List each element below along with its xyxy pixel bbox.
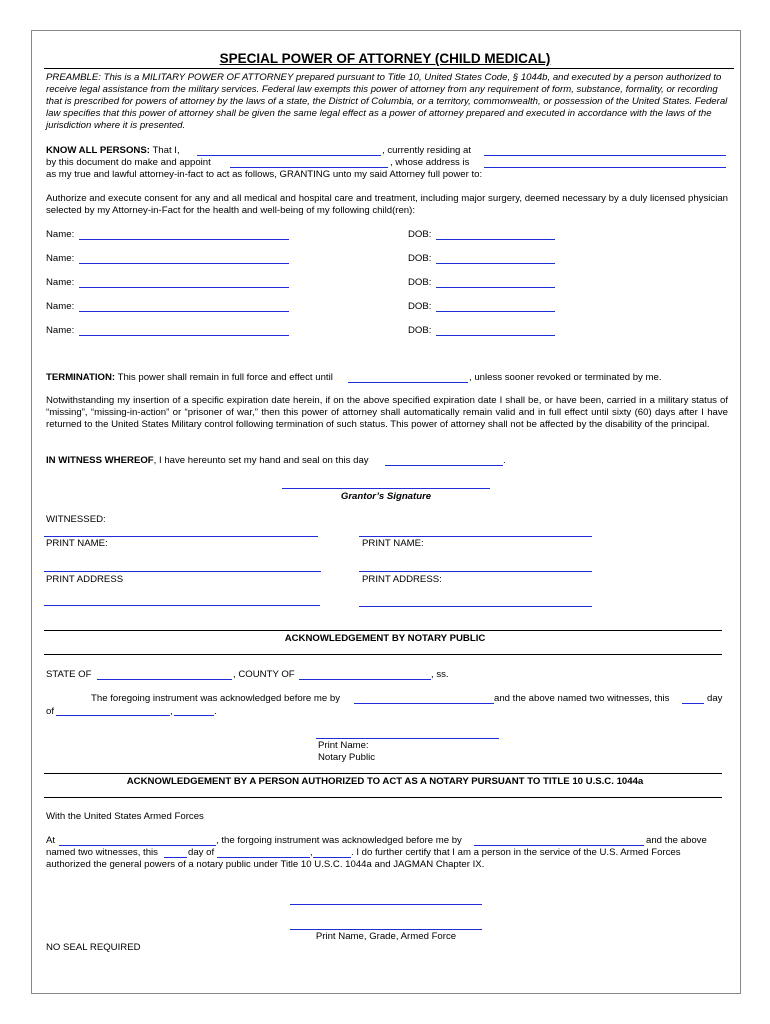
grantor-name-line[interactable] bbox=[197, 155, 381, 156]
witness-whereof bbox=[46, 455, 369, 466]
child-name-line[interactable] bbox=[79, 287, 289, 288]
witness-2-print-name: PRINT NAME: bbox=[362, 538, 424, 549]
witness-2-signature-line[interactable] bbox=[359, 536, 592, 537]
witness-1-print-address: PRINT ADDRESS bbox=[46, 574, 124, 585]
document-title: SPECIAL POWER OF ATTORNEY (CHILD MEDICAL) bbox=[219, 51, 551, 66]
termination-tail: , unless sooner revoked or terminated by me. bbox=[469, 372, 662, 383]
military-acknowledged-by-line[interactable] bbox=[474, 845, 644, 846]
military-heading: ACKNOWLEDGEMENT BY A PERSON AUTHORIZED TO ACT AS A NOTARY PURSUANT TO TITLE 10 U.S.C. 1044a bbox=[126, 776, 644, 787]
state-label: STATE OF bbox=[46, 669, 92, 680]
preamble: PREAMBLE: This is a MILITARY POWER OF ATTORNEY prepared pursuant to Title 10, United States Code, § 1044b, and executed by a person authorized to receive legal assistance from the military services. Federal law exempts this power of attorney from any requirement of form, substance, formality, or recording that is prescribed for powers of attorney by the laws of a state, the District of Columbia, or a territory, commonwealth, or possession of the United States. Federal law specifies that this power of attorney shall be given the same legal effect as a power of attorney prepared and executed in accordance with the laws of the jurisdiction where it is presented. bbox=[46, 72, 728, 131]
witness-2-name-line[interactable] bbox=[359, 571, 592, 572]
notary-heading: ACKNOWLEDGEMENT BY NOTARY PUBLIC bbox=[284, 633, 486, 644]
witness-1-signature-line[interactable] bbox=[44, 536, 318, 537]
termination-date-line[interactable] bbox=[348, 382, 468, 383]
child-name-line[interactable] bbox=[79, 335, 289, 336]
military-bottom-rule bbox=[44, 797, 722, 798]
notary-signature-line[interactable] bbox=[316, 738, 499, 739]
child-dob-label: DOB: bbox=[408, 301, 432, 312]
witness-1-name-line[interactable] bbox=[44, 571, 321, 572]
notary-day-label: day bbox=[707, 693, 723, 704]
grantor-address-line[interactable] bbox=[484, 155, 726, 156]
witness-body: , I have hereunto set my hand and seal on this day bbox=[153, 455, 369, 466]
child-name-label: Name: bbox=[46, 229, 75, 240]
that-i-label: That I, bbox=[152, 145, 180, 156]
county-label: , COUNTY OF bbox=[233, 669, 295, 680]
notary-month-line[interactable] bbox=[56, 715, 170, 716]
title-rule bbox=[44, 68, 734, 69]
child-dob-label: DOB: bbox=[408, 325, 432, 336]
military-comma: , bbox=[310, 847, 313, 858]
know-lead: KNOW ALL PERSONS: bbox=[46, 145, 150, 156]
notary-top-rule bbox=[44, 630, 722, 631]
military-name-line[interactable] bbox=[290, 929, 482, 930]
notary-year-line[interactable] bbox=[174, 715, 214, 716]
child-name-line[interactable] bbox=[79, 263, 289, 264]
military-day-line[interactable] bbox=[164, 857, 187, 858]
witness-lead: IN WITNESS WHEREOF bbox=[46, 455, 154, 466]
child-dob-line[interactable] bbox=[436, 335, 555, 336]
child-dob-line[interactable] bbox=[436, 311, 555, 312]
granting-text: as my true and lawful attorney-in-fact to act as follows, GRANTING unto my said Attorney full power to: bbox=[46, 169, 483, 180]
witness-2-print-address: PRINT ADDRESS: bbox=[362, 574, 442, 585]
military-signature-line[interactable] bbox=[290, 904, 482, 905]
authorize-text: Authorize and execute consent for any and all medical and hospital care and treatment, including major surgery, deemed necessary by a duly licensed physician selected by my Attorney-in-Fact for the health and well-being of my following child(ren): bbox=[46, 193, 728, 216]
notary-foregoing: The foregoing instrument was acknowledged before me by bbox=[91, 693, 341, 704]
child-name-label: Name: bbox=[46, 325, 75, 336]
child-name-label: Name: bbox=[46, 277, 75, 288]
child-dob-line[interactable] bbox=[436, 263, 555, 264]
child-dob-label: DOB: bbox=[408, 253, 432, 264]
witness-day-line[interactable] bbox=[385, 465, 503, 466]
termination-text bbox=[46, 372, 333, 383]
print-name-grade-label: Print Name, Grade, Armed Force bbox=[315, 931, 457, 942]
know-line-1 bbox=[46, 145, 180, 156]
military-day-of: day of bbox=[188, 847, 215, 858]
witness-1-address-line[interactable] bbox=[44, 605, 320, 606]
witness-2-address-line[interactable] bbox=[359, 606, 592, 607]
notary-of-label: of bbox=[46, 706, 55, 717]
military-location-line[interactable] bbox=[59, 845, 216, 846]
child-name-label: Name: bbox=[46, 253, 75, 264]
notwithstanding-text: Notwithstanding my insertion of a specific expiration date herein, if on the above specified expiration date I shall be, or have been, carried in a military status of “missing”, “missing-in-action” or “prisoner of war,” then this power of attorney shall automatically remain valid and in full effect until sixty (60) days after I have returned to the United States Military control following termination of such status. This power of attorney shall not be affected by the disability of the principal. bbox=[46, 395, 728, 430]
notary-witnesses: and the above named two witnesses, this bbox=[494, 693, 670, 704]
attorney-address-line[interactable] bbox=[484, 167, 726, 168]
notary-day-line[interactable] bbox=[682, 703, 704, 704]
child-dob-label: DOB: bbox=[408, 277, 432, 288]
armed-forces-label: With the United States Armed Forces bbox=[46, 811, 204, 822]
notary-comma: , bbox=[170, 706, 173, 717]
ss-label: , ss. bbox=[431, 669, 449, 680]
military-year-line[interactable] bbox=[313, 857, 351, 858]
witness-period: . bbox=[503, 455, 506, 466]
termination-lead: TERMINATION: bbox=[46, 372, 116, 383]
appoint-label: by this document do make and appoint bbox=[46, 157, 211, 168]
residing-label: , currently residing at bbox=[382, 145, 472, 156]
termination-body: This power shall remain in full force and effect until bbox=[115, 372, 333, 383]
military-top-rule bbox=[44, 773, 722, 774]
notary-acknowledged-by-line[interactable] bbox=[354, 703, 494, 704]
military-named: named two witnesses, this bbox=[46, 847, 158, 858]
child-dob-line[interactable] bbox=[436, 239, 555, 240]
notary-print-name: Print Name: bbox=[318, 740, 369, 751]
military-authorized: authorized the general powers of a notary public under Title 10 U.S.C. 1044a and JAGMAN Chapter IX. bbox=[46, 859, 485, 870]
address-is-label: , whose address is bbox=[390, 157, 470, 168]
child-dob-line[interactable] bbox=[436, 287, 555, 288]
no-seal-label: NO SEAL REQUIRED bbox=[46, 942, 141, 953]
notary-period: . bbox=[214, 706, 217, 717]
child-name-line[interactable] bbox=[79, 239, 289, 240]
at-label: At bbox=[46, 835, 56, 846]
military-and-above: and the above bbox=[646, 835, 707, 846]
witness-1-print-name: PRINT NAME: bbox=[46, 538, 108, 549]
state-line[interactable] bbox=[97, 679, 232, 680]
military-forgoing: , the forgoing instrument was acknowledged before me by bbox=[216, 835, 462, 846]
child-dob-label: DOB: bbox=[408, 229, 432, 240]
grantor-signature-line[interactable] bbox=[282, 488, 490, 489]
child-name-label: Name: bbox=[46, 301, 75, 312]
military-certify: . I do further certify that I am a person in the service of the U.S. Armed Forces bbox=[351, 847, 681, 858]
notary-bottom-rule bbox=[44, 654, 722, 655]
child-name-line[interactable] bbox=[79, 311, 289, 312]
attorney-name-line[interactable] bbox=[230, 167, 388, 168]
grantor-signature-label: Grantor’s Signature bbox=[340, 491, 432, 502]
military-month-line[interactable] bbox=[217, 857, 310, 858]
witnessed-label: WITNESSED: bbox=[46, 514, 106, 525]
county-line[interactable] bbox=[299, 679, 431, 680]
notary-public-label: Notary Public bbox=[318, 752, 376, 763]
